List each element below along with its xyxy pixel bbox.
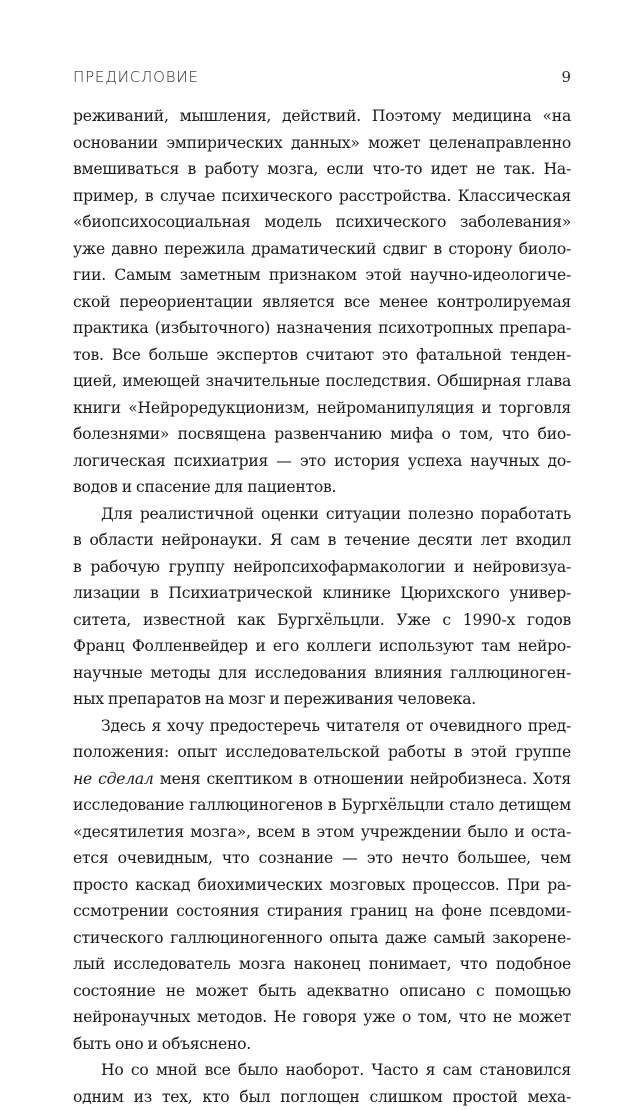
text-line: основании эмпирических данных» может целенаправленно [73, 130, 571, 157]
text-line: в рабочую группу нейропсихофармакологии и нейровизуа- [73, 554, 571, 581]
text-line: Для реалистичной оценки ситуации полезно поработать [73, 501, 571, 528]
text-line: исследование галлюциногенов в Бургхёльцли стало детищем [73, 792, 571, 819]
paragraph-2 [73, 501, 571, 713]
text-line: положения: опыт исследовательской работы в этой группе [73, 739, 571, 766]
text-line: Франц Фолленвейдер и его коллеги используют там нейро- [73, 633, 571, 660]
text-line: реживаний, мышления, действий. Поэтому медицина «на [73, 103, 571, 130]
text-line: состояние не может быть адекватно описано с помощью [73, 978, 571, 1005]
running-header [73, 68, 571, 94]
text-line: «десятилетия мозга», всем в этом учреждении было и оста- [73, 819, 571, 846]
paragraph-3 [73, 713, 571, 1058]
text-line: научные методы для исследования влияния галлюциноген- [73, 660, 571, 687]
text-line: быть оно и объяснено. [73, 1031, 571, 1058]
text-line: уже давно пережила драматический сдвиг в сторону биоло- [73, 236, 571, 263]
text-line: вмешиваться в работу мозга, если что-то идет не так. На- [73, 156, 571, 183]
text-line: ссмотрении состояния стирания границ на фоне псевдоми- [73, 898, 571, 925]
text-line: ской переориентации является все менее контролируемая [73, 289, 571, 316]
text-line: ных препаратов на мозг и переживания человека. [73, 686, 571, 713]
text-line: «биопсихосоциальная модель психического заболевания» [73, 209, 571, 236]
text-line: книги «Нейроредукционизм, нейроманипуляция и торговля [73, 395, 571, 422]
emphasis-text: не сделал [73, 770, 154, 788]
text-line: лизации в Психиатрической клинике Цюрихского универ- [73, 580, 571, 607]
text-line: Здесь я хочу предостеречь читателя от очевидного пред- [73, 713, 571, 740]
text-line: логическая психиатрия — это история успеха научных до- [73, 448, 571, 475]
text-line: нейронаучных методов. Не говоря уже о том, что не может [73, 1004, 571, 1031]
text-line: ется очевидным, что сознание — это нечто большее, чем [73, 845, 571, 872]
page-number: 9 [561, 68, 571, 86]
paragraph-4 [73, 1057, 571, 1110]
text-line: гии. Самым заметным признаком этой научно-идеологиче- [73, 262, 571, 289]
text-line: ситета, известной как Бургхёльцли. Уже с 1990-х годов [73, 607, 571, 634]
section-title: ПРЕДИСЛОВИЕ [73, 68, 199, 86]
text-line: в области нейронауки. Я сам в течение десяти лет входил [73, 527, 571, 554]
text-line: цией, имеющей значительные последствия. Обширная глава [73, 368, 571, 395]
text-line: Но со мной все было наоборот. Часто я сам становился [73, 1057, 571, 1084]
text-line: болезнями» посвящена развенчанию мифа о том, что био- [73, 421, 571, 448]
text-line: водов и спасение для пациентов. [73, 474, 571, 501]
text-line: практика (избыточного) назначения психотропных препара- [73, 315, 571, 342]
body-text [73, 103, 571, 1110]
paragraph-1 [73, 103, 571, 501]
text-line [73, 766, 571, 793]
text-line: стического галлюциногенного опыта даже самый закорене- [73, 925, 571, 952]
text-line: одним из тех, кто был поглощен слишком простой меха- [73, 1084, 571, 1110]
text-line: пример, в случае психического расстройства. Классическая [73, 183, 571, 210]
text-fragment: меня скептиком в отношении нейробизнеса. Хотя [160, 770, 571, 788]
text-line: просто каскад биохимических мозговых процессов. При ра- [73, 872, 571, 899]
text-line: тов. Все больше экспертов считают это фатальной тенден- [73, 342, 571, 369]
text-line: лый исследователь мозга наконец понимает, что подобное [73, 951, 571, 978]
